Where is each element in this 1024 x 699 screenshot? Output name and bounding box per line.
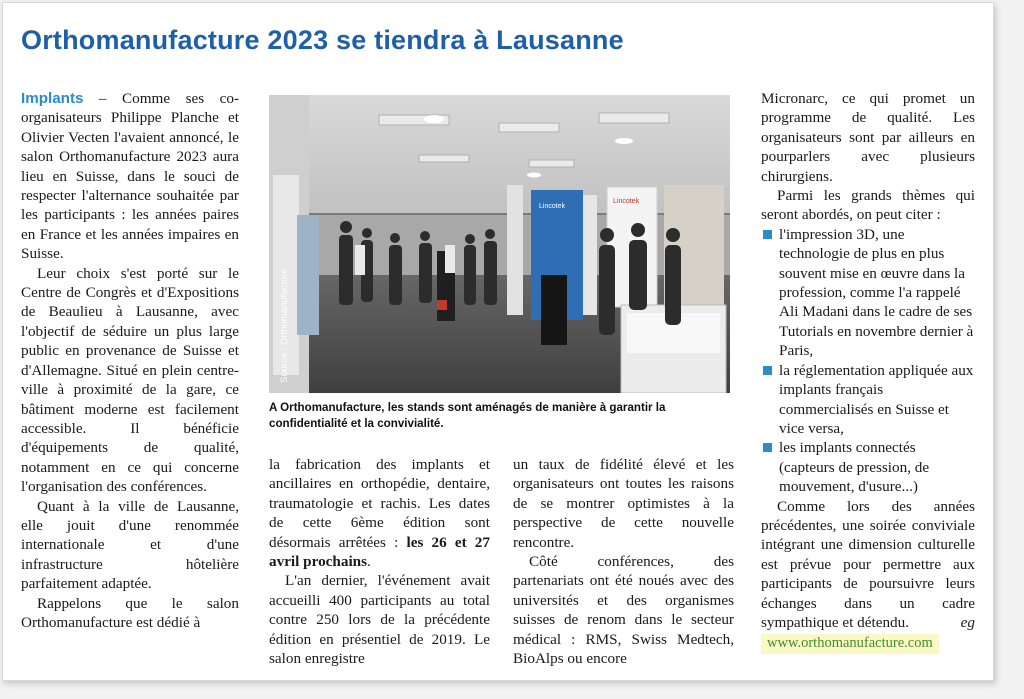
paragraph: Rappelons que le salon Orthomanufacture est dédié à [21, 594, 239, 631]
paragraph: Leur choix s'est porté sur le Centre de Congrès et d'Expositions de Beaulieu à Lausanne, avec l'objectif de séduire un plus large public en provenance de Suisse et d'Allemagne. Situé en plein centre-ville à proximité de la gare, ce bâtiment moderne est facilement accessible. Il bénéficie d'équipements de qualité, notamment en ce qui concerne l'organisation des conférences. [21, 264, 239, 496]
list-item-text: les implants connectés (capteurs de pression, de mouvement, d'usure...) [779, 439, 930, 496]
paragraph [21, 89, 239, 264]
stand-banner-label: Lincotek [539, 203, 566, 210]
paragraph-text: – Comme ses co-organisateurs Philippe Planche et Olivier Vecten l'avaient annoncé, le salon Orthomanufacture 2023 aura lieu en Suisse, dans le souci de respecter l'alternance souhaitée par les participants : les années paires en France et les années impaires en Suisse. [21, 90, 239, 263]
stand-banner-label: Lincotek [613, 198, 640, 205]
bullet-square-icon [763, 230, 772, 239]
paragraph-text: Comme lors des années précédentes, une soirée conviviale intégrant une dimension culturelle est prévue pour permettre aux participants de poursuivre leurs échanges dans un cadre sympathique et détendu. [761, 497, 975, 631]
photo-caption: A Orthomanufacture, les stands sont aménagés de manière à garantir la confidentialité et la convivialité. [269, 401, 666, 430]
column-2 [269, 455, 490, 668]
author-signature: eg [960, 613, 975, 631]
paragraph: Quant à la ville de Lausanne, elle jouit d'une renommée internationale et d'une infrastructure hôtelière parfaitement adaptée. [21, 497, 239, 593]
paragraph-text: . [367, 553, 371, 571]
paragraph: Parmi les grands thèmes qui seront abordés, on peut citer : [761, 187, 975, 224]
list-item-text: l'impression 3D, une technologie de plus en plus souvent mise en œuvre dans la profession, comme l'a rappelé Ali Madani dans le cadre de ses Tutorials en novembre dernier à Paris, [779, 225, 974, 360]
bullet-square-icon [763, 366, 772, 375]
paragraph [761, 497, 975, 633]
column-3 [513, 455, 734, 668]
paragraph: Côté conférences, des partenariats ont été noués avec des universités et des organismes suisses de renom dans le secteur médical : RMS, Swiss Medtech, BioAlps ou encore [513, 553, 734, 668]
paragraph-text: la fabrication des implants et ancillaires en orthopédie, dentaire, traumatologie et rachis. Les dates de cette 6ème édition sont désormais arrêtées : [269, 456, 490, 551]
list-item [761, 225, 975, 361]
photo-credit: Source : Orthomanufacture [279, 268, 290, 383]
article-photo [269, 95, 730, 393]
paragraph [761, 632, 975, 653]
list-item [761, 438, 975, 496]
paragraph: L'an dernier, l'événement avait accueilli 400 participants au total contre 250 lors de la précédente édition en présentiel de 2019. Le salon enregistre [269, 572, 490, 668]
column-1 [21, 89, 239, 632]
website-link[interactable]: www.orthomanufacture.com [761, 634, 939, 653]
article-headline: Orthomanufacture 2023 se tiendra à Lausanne [21, 25, 624, 55]
list-item [761, 361, 975, 439]
paragraph: Micronarc, ce qui promet un programme de qualité. Les organisateurs sont par ailleurs en pourparlers avec plusieurs chirurgiens. [761, 90, 975, 185]
paragraph [269, 455, 490, 571]
section-lead: Implants [21, 90, 84, 107]
bullet-square-icon [763, 443, 772, 452]
paragraph: un taux de fidélité élevé et les organisateurs ont toutes les raisons de se montrer optimistes à la perspective de cette nouvelle rencontre. [513, 456, 734, 551]
list-item-text: la réglementation appliquée aux implants français commercialisés en Suisse et vice versa, [779, 361, 974, 437]
newspaper-page [2, 2, 994, 681]
exhibition-hall-illustration [269, 95, 730, 393]
event-dates: les 26 et 27 avril prochains [269, 533, 490, 571]
column-4 [761, 89, 975, 654]
